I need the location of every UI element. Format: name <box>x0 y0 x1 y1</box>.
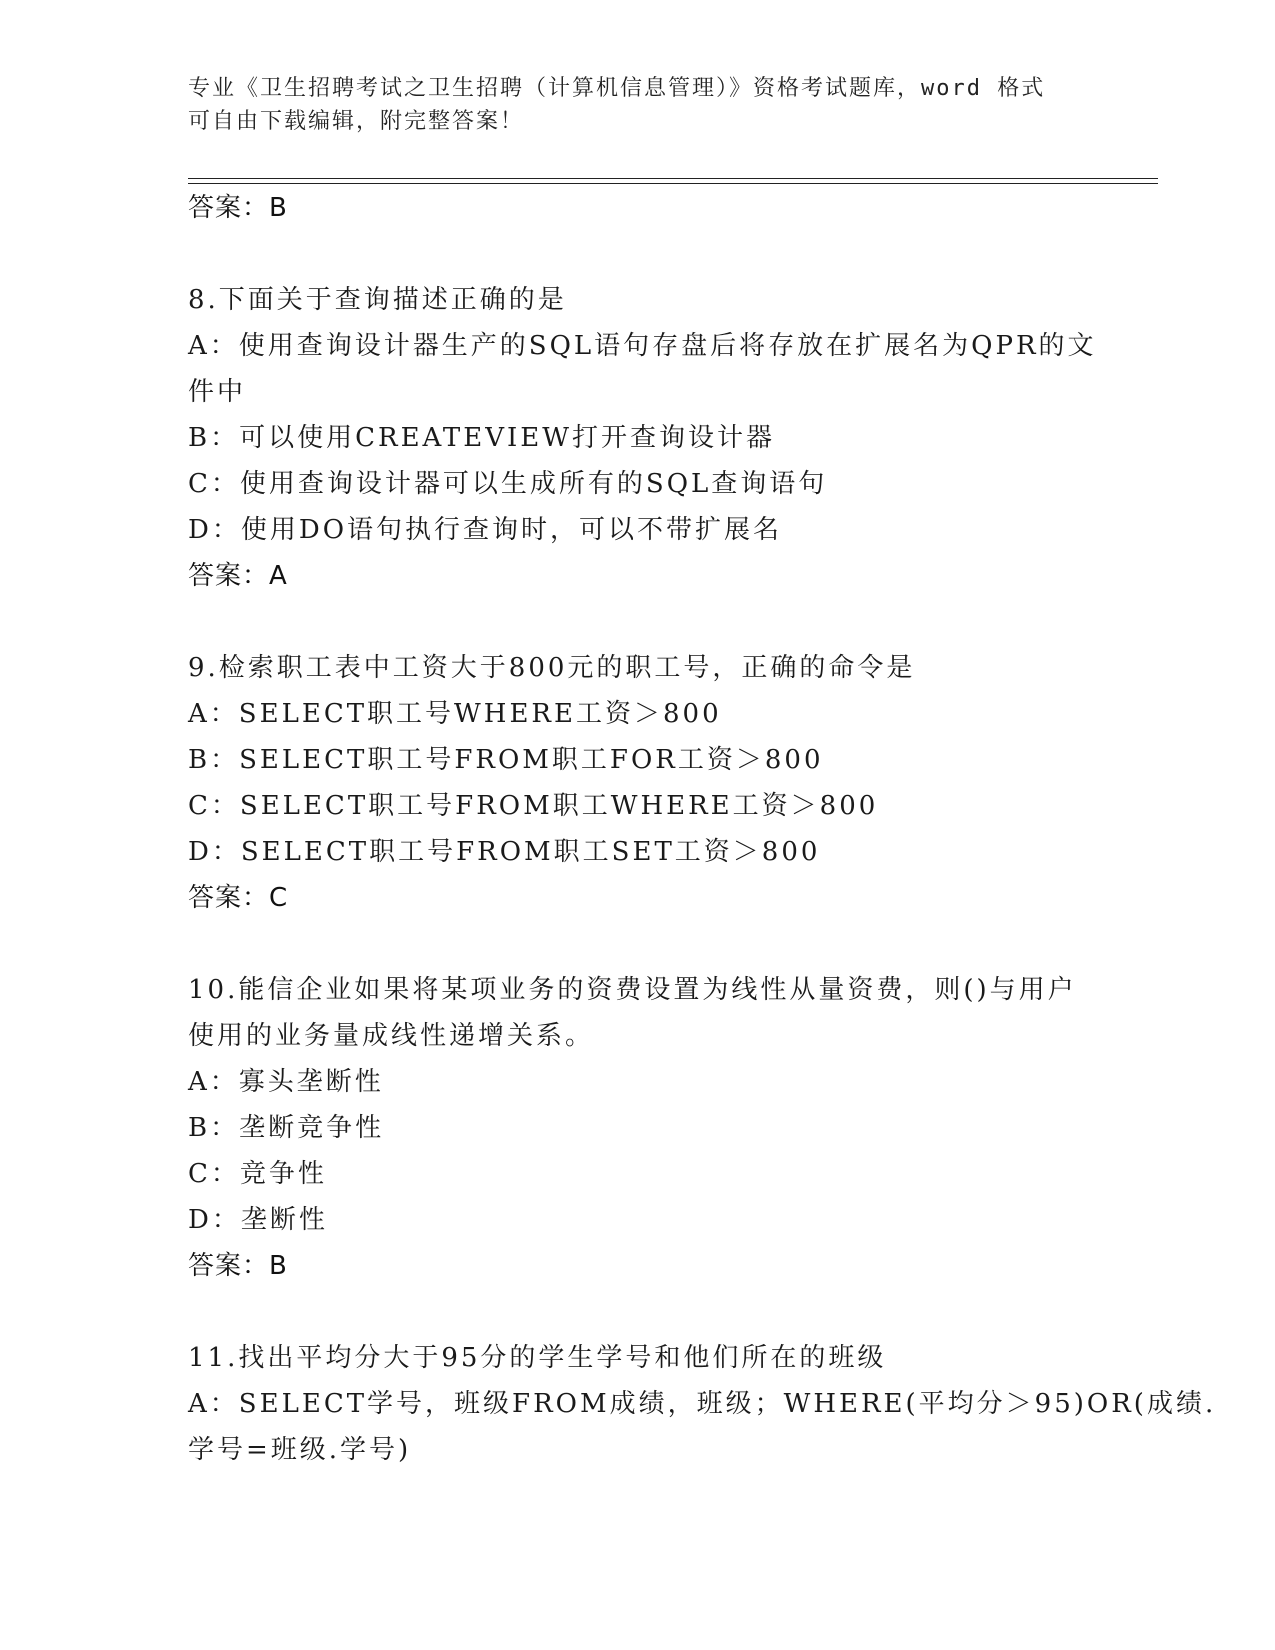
question-8-option-b: B：可以使用CREATEVIEW打开查询设计器 <box>188 423 775 453</box>
answer-q7: 答案：B <box>188 193 288 223</box>
question-11-stem: 11.找出平均分大于95分的学生学号和他们所在的班级 <box>188 1343 887 1373</box>
header-line-1: 专业《卫生招聘考试之卫生招聘（计算机信息管理）》资格考试题库，word 格式 <box>188 76 1046 101</box>
question-11-option-a-cont: 学号=班级.学号) <box>188 1435 412 1465</box>
question-8-option-d: D：使用DO语句执行查询时，可以不带扩展名 <box>188 515 783 545</box>
question-9-option-c: C：SELECT职工号FROM职工WHERE工资＞800 <box>188 791 879 821</box>
question-list <box>188 185 1217 1473</box>
question-10-option-c: C：竞争性 <box>188 1159 327 1189</box>
question-10-option-b: B：垄断竞争性 <box>188 1113 385 1143</box>
question-8-option-a-cont: 件中 <box>188 377 247 407</box>
header-line-2: 可自由下载编辑，附完整答案！ <box>188 109 525 134</box>
header-divider-bottom <box>188 183 1158 184</box>
question-9-option-d: D：SELECT职工号FROM职工SET工资＞800 <box>188 837 821 867</box>
question-10-option-a: A：寡头垄断性 <box>188 1067 384 1097</box>
question-9-stem: 9.检索职工表中工资大于800元的职工号，正确的命令是 <box>188 653 916 683</box>
header-divider-top <box>188 178 1158 179</box>
question-11-option-a: A：SELECT学号，班级FROM成绩，班级；WHERE(平均分＞95)OR(成绩. <box>188 1389 1217 1419</box>
answer-q10: 答案：B <box>188 1251 288 1281</box>
question-10-stem-cont: 使用的业务量成线性递增关系。 <box>188 1021 595 1051</box>
answer-q8: 答案：A <box>188 561 288 591</box>
question-8-option-c: C：使用查询设计器可以生成所有的SQL查询语句 <box>188 469 828 499</box>
question-10-option-d: D：垄断性 <box>188 1205 328 1235</box>
question-8-option-a: A：使用查询设计器生产的SQL语句存盘后将存放在扩展名为QPR的文 <box>188 331 1097 361</box>
answer-q9: 答案：C <box>188 883 289 913</box>
spacer <box>188 599 1088 645</box>
question-9-option-a: A：SELECT职工号WHERE工资＞800 <box>188 699 722 729</box>
document-header <box>188 72 1088 138</box>
spacer <box>188 231 1088 277</box>
spacer <box>188 1289 1088 1335</box>
question-9-option-b: B：SELECT职工号FROM职工FOR工资＞800 <box>188 745 824 775</box>
spacer <box>188 921 1088 967</box>
question-10-stem: 10.能信企业如果将某项业务的资费设置为线性从量资费，则()与用户 <box>188 975 1077 1005</box>
question-8-stem: 8.下面关于查询描述正确的是 <box>188 285 567 315</box>
